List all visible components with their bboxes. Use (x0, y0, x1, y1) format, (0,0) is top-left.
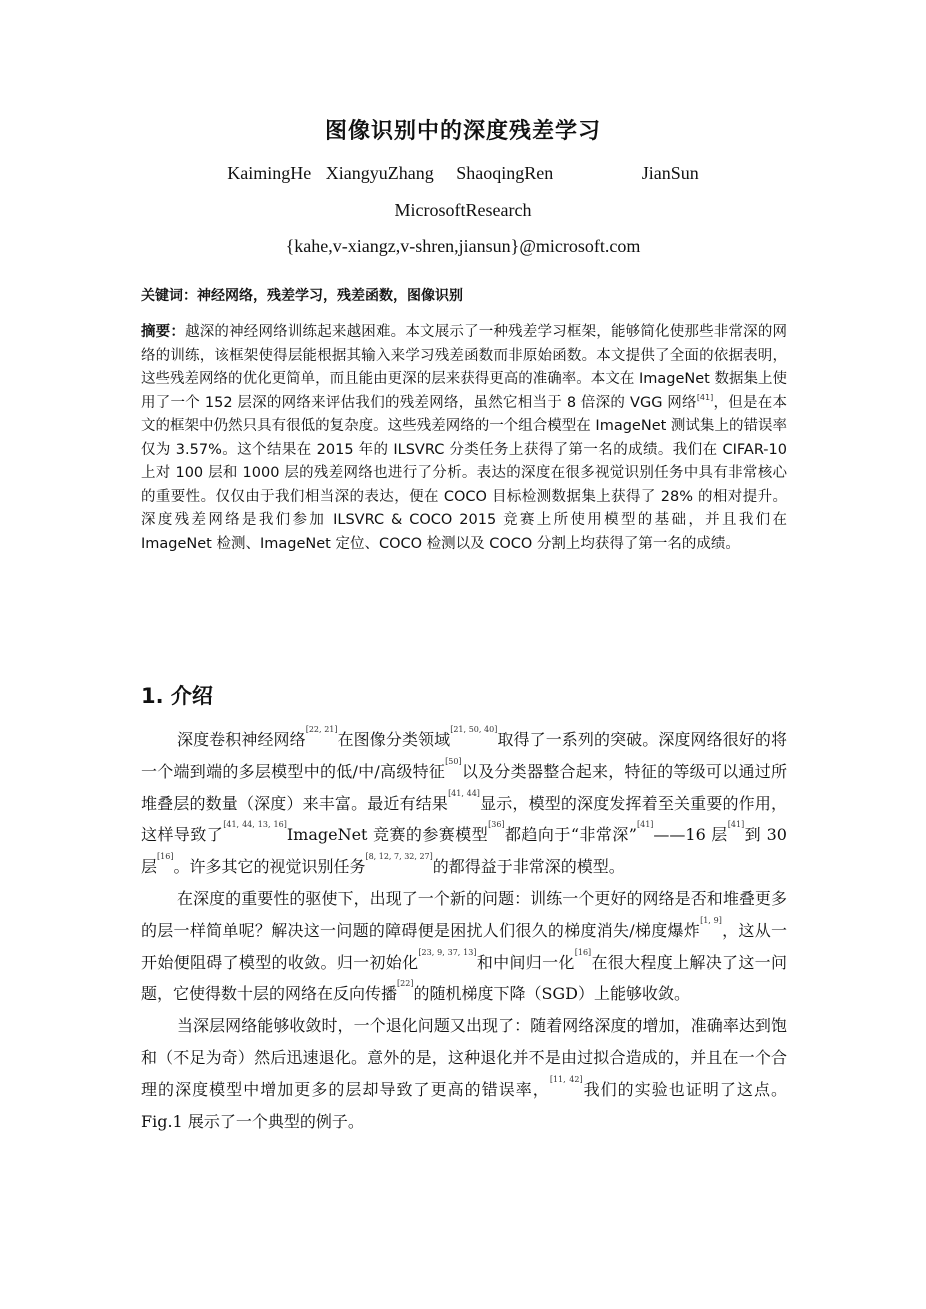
paragraph-text: 到 30 层 (141, 825, 787, 877)
citation: [23, 9, 37, 13] (418, 947, 477, 957)
citation: [21, 50, 40] (450, 725, 498, 734)
paragraph-text: 以及分类器整合起来，特征的等级可以通过所堆叠层的数量（深度）来丰富。最近有结果 (141, 761, 787, 813)
citation: [41] (696, 392, 714, 402)
author-list (0, 163, 926, 184)
paragraph-text: 。许多其它的视觉识别任务 (173, 857, 366, 877)
author-name: ShaoqingRen (456, 163, 554, 183)
section-body (141, 724, 787, 1137)
abstract-label: 摘要： (141, 324, 186, 340)
citation: [41, 44] (448, 788, 480, 798)
section-heading: 1. 介绍 (141, 684, 213, 708)
citation: [22] (397, 979, 414, 989)
citation: [50] (445, 756, 462, 766)
keywords: 关键词：神经网络，残差学习，残差函数，图像识别 (141, 288, 463, 304)
paragraph-text: 的随机梯度下降（SGD）上能够收敛。 (413, 984, 691, 1004)
author-name: JianSun (641, 163, 699, 183)
paragraph-text: ——16 层 (653, 825, 728, 845)
paper-title: 图像识别中的深度残差学习 (324, 119, 601, 144)
paragraph-text: 在很大程度上解决了这一问题，它使得数十层的网络在反向传播 (141, 952, 787, 1004)
paragraph-text: 显示，模型的深度发挥着至关重要的作用，这样导致了 (141, 793, 787, 845)
paragraph-text: 的都得益于非常深的模型。 (432, 857, 625, 877)
paragraph (141, 1010, 787, 1137)
paragraph (141, 724, 787, 883)
author-name: XiangyuZhang (325, 163, 434, 183)
affiliation: MicrosoftResearch (394, 200, 532, 220)
citation: [41, 44, 13, 16] (223, 820, 287, 830)
abstract-text: 越深的神经网络训练起来越困难。本文展示了一种残差学习框架，能够简化使那些非常深的网络的训练，该框架使得层能根据其输入来学习残差函数而非原始函数。本文提供了全面的依据表明，这些残差网络的优化更简单，而且能由更深的层来获得更高的准确率。本文在 ImageNet 数据集上使用了一个 152 层深的网络来评估我们的残差网络，虽然它相当于 8 倍深的 VGG 网络 (141, 324, 788, 411)
citation: [41] (636, 820, 654, 830)
author-name: KaimingHe (227, 163, 312, 183)
citation: [16] (574, 947, 592, 957)
citation: [11, 42] (549, 1074, 583, 1084)
author-emails: {kahe,v-xiangz,v-shren,jiansun}@microsoft.com (285, 236, 641, 256)
paragraph-text: 取得了一系列的突破。深度网络很好的将一个端到端的多层模型中的低/中/高级特征 (141, 730, 787, 781)
paragraph-text: 在图像分类领域 (337, 730, 451, 749)
citation: [22, 21] (305, 725, 338, 734)
citation: [1, 9] (700, 915, 722, 925)
paragraph-text: 在深度的重要性的驱使下，出现了一个新的问题：训练一个更好的网络是否和堆叠更多的层一样简单呢？解决这一问题的障碍便是困扰人们很久的梯度消失/梯度爆炸 (141, 888, 787, 940)
paragraph-text: 和中间归一化 (476, 952, 575, 972)
paragraph-text: ImageNet 竞赛的参赛模型 (286, 825, 489, 845)
citation: [16] (157, 852, 174, 862)
paragraph-text: ，这从一开始便阻碍了模型的收敛。归一初始化 (141, 920, 787, 972)
abstract (141, 321, 787, 556)
citation: [41] (727, 820, 745, 830)
paragraph-text: 深度卷积神经网络 (177, 730, 306, 749)
citation: [8, 12, 7, 32, 27] (365, 852, 433, 862)
paragraph-text: 都趋向于“非常深” (504, 825, 637, 845)
paragraph (141, 883, 787, 1010)
paragraph-text: 我们的实验也证明了这点。Fig.1 展示了一个典型的例子。 (141, 1079, 787, 1131)
abstract-text: ，但是在本文的框架中仍然只具有很低的复杂度。这些残差网络的一个组合模型在 ImageNet 测试集上的错误率仅为 3.57%。这个结果在 2015 年的 ILSVRC 分类任务上获得了第一名的成绩。我们在 CIFAR-10 上对 100 层和 1000 层的残差网络也进行了分析。表达的深度在很多视觉识别任务中具有非常核心的重要性。仅仅由于我们相当深的表达，便在 COCO 目标检测数据集上获得了 28% 的相对提升。 深度残差网络是我们参加 ILSVRC & COCO 2015 竞赛上所使用模型的基础，并且我们在 ImageNet 检测、ImageNet 定位、COCO 检测以及 COCO 分割上均获得了第一名的成绩。 (141, 394, 787, 552)
citation: [36] (488, 820, 505, 830)
paragraph-text: 当深层网络能够收敛时，一个退化问题又出现了：随着网络深度的增加，准确率达到饱和（不足为奇）然后迅速退化。意外的是，这种退化并不是由过拟合造成的，并且在一个合理的深度模型中增加更多的层却导致了更高的错误率， (141, 1016, 787, 1099)
